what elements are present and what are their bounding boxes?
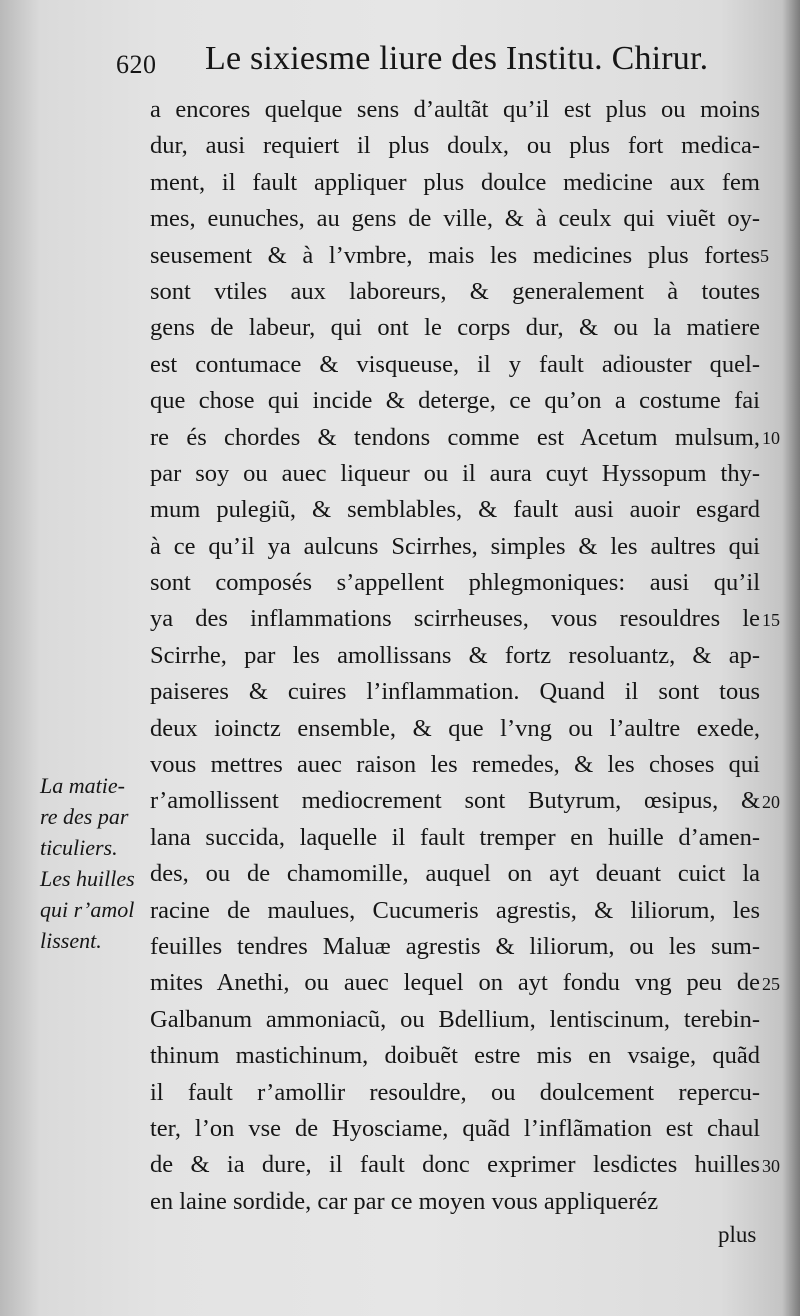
folio-number: 620 [116, 50, 157, 79]
line-number: 5 [760, 246, 769, 266]
margin-note-line: Les huilles [40, 866, 135, 891]
text-line: de & ia dure, il fault donc exprimer lesdictes huilles [150, 1151, 760, 1179]
catchword: plus [718, 1222, 757, 1247]
text-line: mes, eunuches, au gens de ville, & à ceulx qui viuẽt oy- [150, 205, 760, 233]
text-line: vous mettres auec raison les remedes, & les choses qui [150, 751, 760, 779]
text-line: sont vtiles aux laboreurs, & generalement à toutes [150, 277, 760, 305]
text-line: lana succida, laquelle il fault tremper en huille d’amen- [150, 823, 760, 851]
text-line: feuilles tendres Maluæ agrestis & liliorum, ou les sum- [150, 932, 760, 960]
margin-note-line: La matie- [40, 773, 125, 798]
text-line: Scirrhe, par les amollissans & fortz resoluantz, & ap- [150, 641, 760, 669]
text-line: ter, l’on vse de Hyosciame, quãd l’inflãmation est chaul [150, 1114, 760, 1142]
line-number: 25 [762, 974, 780, 994]
text-line: seusement & à l’vmbre, mais les medicines plus fortes [150, 241, 760, 269]
text-line: dur, ausi requiert il plus doulx, ou plus fort medica- [150, 132, 760, 160]
main-text [150, 92, 770, 1220]
text-line: que chose qui incide & deterge, ce qu’on a costume fai [150, 387, 760, 415]
line-number: 10 [762, 428, 780, 448]
text-line: thinum mastichinum, doibuẽt estre mis en vsaige, quãd [150, 1042, 760, 1070]
text-line: par soy ou auec liqueur ou il aura cuyt Hyssopum thy- [150, 459, 760, 487]
page-header [0, 38, 800, 82]
margin-note-line: lissent. [40, 928, 102, 953]
text-line: est contumace & visqueuse, il y fault adiouster quel- [150, 350, 760, 378]
text-line: Galbanum ammoniacũ, ou Bdellium, lentiscinum, terebin- [150, 1005, 760, 1033]
page-edge-shadow [782, 0, 800, 1316]
running-head: Le sixiesme liure des Institu. Chirur. [205, 40, 709, 77]
line-number: 30 [762, 1156, 780, 1176]
margin-note-line: qui r’amol [40, 897, 135, 922]
text-line: re és chordes & tendons comme est Acetum mulsum, [150, 423, 760, 451]
text-line: sont composés s’appellent phlegmoniques: ausi qu’il [150, 569, 760, 597]
text-line: mum pulegiũ, & semblables, & fault ausi auoir esgard [150, 496, 760, 524]
text-line: racine de maulues, Cucumeris agrestis, & liliorum, les [150, 896, 760, 924]
text-line: à ce qu’il ya aulcuns Scirrhes, simples & les aultres qui [150, 532, 760, 560]
line-number: 15 [762, 610, 780, 630]
text-line: gens de labeur, qui ont le corps dur, & ou la matiere [150, 314, 760, 342]
text-line: il fault r’amollir resouldre, ou doulcement repercu- [150, 1078, 760, 1106]
text-line: mites Anethi, ou auec lequel on ayt fondu vng peu de [150, 969, 760, 997]
text-line: ya des inflammations scirrheuses, vous resouldres le [150, 605, 760, 633]
margin-note-line: ticuliers. [40, 835, 118, 860]
text-line: paiseres & cuires l’inflammation. Quand il sont tous [150, 678, 760, 706]
text-line: des, ou de chamomille, auquel on ayt deuant cuict la [150, 860, 760, 888]
margin-note [40, 770, 160, 956]
line-number: 20 [762, 792, 780, 812]
text-line: en laine sordide, car par ce moyen vous appliqueréz [150, 1187, 659, 1215]
text-line: ment, il fault appliquer plus doulce medicine aux fem [150, 168, 760, 196]
text-line: a encores quelque sens d’aultãt qu’il est plus ou moins [150, 96, 760, 123]
margin-note-line: re des par [40, 804, 129, 829]
text-line: r’amollissent mediocrement sont Butyrum, œsipus, & [150, 787, 760, 815]
text-line: deux ioinctz ensemble, & que l’vng ou l’aultre exede, [150, 714, 760, 742]
